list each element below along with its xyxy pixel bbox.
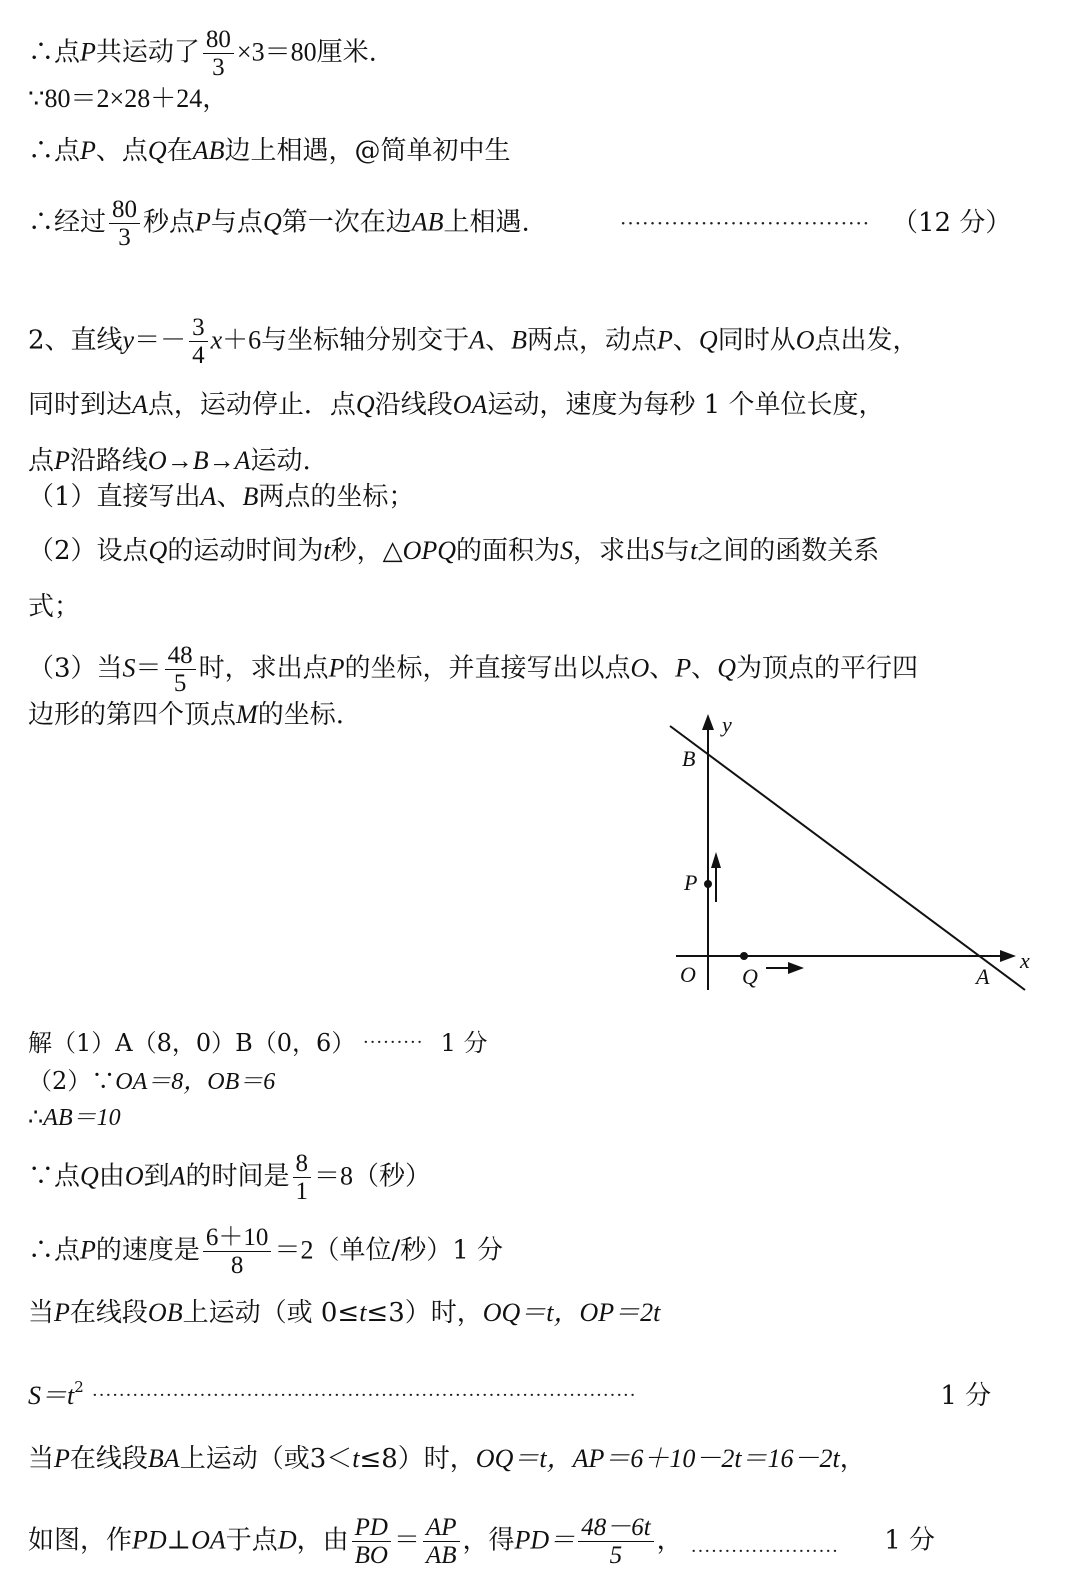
solution-5: ∴点P的速度是 $\frac{6+10}{8}$ ＝2（单位/秒）1 分 [28, 1224, 504, 1279]
solution-7: $S=t^2$ ················································································· 1 分 [28, 1378, 992, 1411]
point-p [704, 880, 712, 888]
fraction: $\frac{PD}{BO}$ [352, 1514, 391, 1569]
coordinate-figure [660, 710, 1040, 1000]
question-1: （1）直接写出A、B两点的坐标； [28, 482, 415, 512]
label-a: A [976, 964, 990, 989]
solution-6: 当P在线段OB上运动（或 0≤t≤3）时，OQ＝t，OP＝2t [28, 1298, 661, 1328]
fraction: $\frac{8}{1}$ [293, 1150, 312, 1205]
label-x: x [1020, 948, 1030, 973]
fraction: $\frac{6+10}{8}$ [203, 1224, 272, 1279]
prev-line-4: ∴经过 $\frac{80}{3}$ 秒点P与点Q第一次在边AB上相遇. [28, 196, 530, 251]
label-o: O [680, 962, 696, 987]
solution-9: 如图，作PD⊥OA于点D，由 $\frac{PD}{BO}$ ＝ $\frac{AP}{AB}$ ，得PD＝ $\frac{48-6t}{5}$ ， ······················ 1 分 [28, 1514, 935, 1569]
fraction: $\frac{48-6t}{5}$ [578, 1514, 653, 1569]
y-axis-arrow [702, 714, 714, 730]
problem-line-2: 同时到达A点，运动停止．点Q沿线段OA运动，速度为每秒 1 个单位长度， [28, 390, 885, 420]
fraction: $\frac{AP}{AB}$ [423, 1514, 460, 1569]
label-p: P [684, 870, 698, 895]
question-2-cont: 式； [28, 592, 81, 622]
label-b: B [682, 746, 696, 771]
fraction: $\frac{48}{5}$ [165, 642, 196, 697]
label-y: y [722, 712, 732, 737]
x-axis-arrow [1000, 950, 1016, 962]
fraction: $\frac{80}{3}$ [109, 196, 140, 251]
q-arrow-head [788, 962, 804, 974]
solution-2: （2）∵OA＝8，OB＝6 [28, 1067, 276, 1095]
solution-8: 当P在线段BA上运动（或3＜t≤8）时，OQ＝t，AP＝6＋10－2t＝16－2t， [28, 1444, 866, 1474]
point-q [740, 952, 748, 960]
problem-line-3: 点P沿路线O→B→A运动. [28, 446, 311, 476]
fraction: $\frac{3}{4}$ [189, 314, 208, 369]
p-arrow-head [711, 852, 721, 868]
score-12: （12 分） [892, 208, 1012, 238]
question-3: （3）当S＝ $\frac{48}{5}$ 时，求出点P的坐标，并直接写出以点O、P、Q为顶点的平行四 [28, 642, 918, 697]
leader-dots: ·································· [620, 211, 871, 235]
solution-1: 解（1）A（8，0）B（0，6） ········· 1 分 [28, 1029, 488, 1057]
problem-line-1: 2、直线y＝－ $\frac{3}{4}$ x＋6与坐标轴分别交于A、B两点，动点P、Q同时从O点出发， [28, 314, 919, 369]
question-3-cont: 边形的第四个顶点M的坐标. [28, 700, 344, 730]
prev-line-1: ∴点P共运动了 $\frac{80}{3}$ ×3＝80厘米. [28, 26, 377, 81]
fraction: $\frac{80}{3}$ [203, 26, 234, 81]
label-q: Q [742, 964, 758, 989]
solution-3: ∴AB＝10 [28, 1103, 121, 1131]
prev-line-3: ∴点P、点Q在AB边上相遇，@简单初中生 [28, 136, 511, 166]
solution-4: ∵点Q由O到A的时间是 $\frac{8}{1}$ ＝8（秒） [28, 1150, 432, 1205]
question-2: （2）设点Q的运动时间为t秒，△OPQ的面积为S，求出S与t之间的函数关系 [28, 536, 880, 566]
line-ab [670, 726, 1025, 990]
prev-line-2: ∵80＝2×28＋24， [28, 84, 229, 114]
